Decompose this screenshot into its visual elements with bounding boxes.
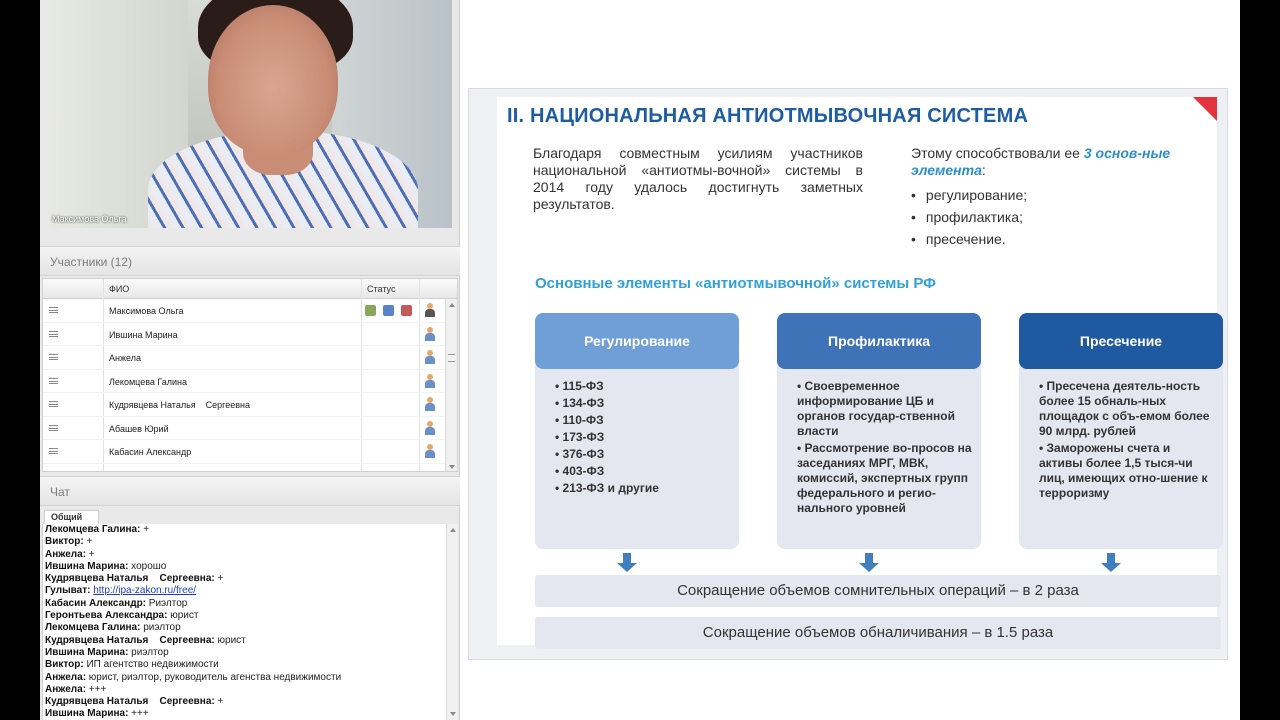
chat-author: Кудрявцева Наталья Сергеевна: <box>45 573 215 585</box>
chat-author: Анжела: <box>45 548 87 560</box>
participant-name: Лекомцева Галина <box>109 376 188 387</box>
user-icon[interactable] <box>425 374 435 388</box>
chat-message <box>43 635 458 647</box>
participant-row[interactable] <box>43 417 457 441</box>
user-icon[interactable] <box>425 350 435 364</box>
slide-intro-text: Благодаря совместным усилиям участников национальной «антиотмы-вочной» системы в 2014 году удалось достигнуть заметных результатов. <box>533 145 863 212</box>
participant-row[interactable] <box>43 440 457 464</box>
column-prevention-list <box>797 379 973 518</box>
down-arrow-icon <box>616 553 638 573</box>
column-item: • 376-ФЗ <box>555 447 605 461</box>
chat-text: юрист, риэлтор, руководитель агенства недвижимости <box>86 671 342 683</box>
slide-corner-decoration <box>1193 97 1217 121</box>
user-icon[interactable] <box>425 327 435 341</box>
chat-text: риэлтор <box>140 622 181 634</box>
chat-author: Ившина Марина: <box>45 646 129 658</box>
participant-row[interactable] <box>43 370 457 394</box>
column-suppression <box>1019 313 1223 549</box>
result-cash-out: Сокращение объемов обналичивания – в 1.5 раза <box>535 617 1221 649</box>
chat-title: Чат <box>50 485 70 499</box>
chat-author: Ившина Марина: <box>45 708 129 720</box>
column-regulation-title: Регулирование <box>535 313 739 369</box>
chat-message <box>43 684 458 696</box>
chat-author: Анжела: <box>45 671 87 683</box>
participant-name: Кабасин Александр <box>109 447 192 457</box>
chat-message <box>43 696 458 708</box>
chat-tab-general[interactable]: Общий <box>44 510 99 524</box>
chat-text: ИП агентство недвижимости <box>83 659 219 671</box>
column-item: • Своевременное информирование ЦБ и органов государ-ственной власти <box>797 379 955 438</box>
down-arrow-icon <box>858 553 880 573</box>
column-regulation <box>535 313 739 549</box>
row-menu-icon[interactable] <box>49 354 58 360</box>
chat-author: Кабасин Александр: <box>45 597 147 609</box>
chat-author: Виктор: <box>45 536 84 548</box>
chat-message-list <box>43 524 458 720</box>
scroll-down-arrow-icon[interactable] <box>449 465 455 469</box>
participants-table <box>42 278 458 472</box>
scroll-up-arrow-icon[interactable] <box>449 303 455 307</box>
user-icon[interactable] <box>425 303 435 317</box>
chat-author: Кудрявцева Наталья Сергеевна: <box>45 696 215 708</box>
left-panel <box>40 0 460 720</box>
chat-scrollbar[interactable] <box>446 524 458 720</box>
scroll-down-arrow-icon[interactable] <box>450 712 456 716</box>
chat-text: + <box>83 536 93 548</box>
chat-text: +++ <box>86 683 107 695</box>
webcam-status-icon[interactable] <box>365 305 376 316</box>
bullet-regulation: • регулирование; <box>911 187 1027 203</box>
column-item: • 115-ФЗ <box>555 379 604 393</box>
participants-header[interactable] <box>40 246 460 276</box>
participant-name: Максимова Ольга <box>109 306 184 316</box>
column-item: • 403-ФЗ <box>555 464 605 478</box>
letterbox-right <box>1240 0 1280 720</box>
chat-message <box>43 622 458 634</box>
webinar-app <box>40 0 1240 720</box>
chat-author: Лекомцева Галина: <box>45 524 141 535</box>
chat-author: Ившина Марина: <box>45 560 129 572</box>
presentation-slide <box>468 88 1228 660</box>
chat-messages <box>42 524 458 720</box>
result-suspicious-operations: Сокращение объемов сомнительных операций – в 2 раза <box>535 575 1221 607</box>
row-menu-icon[interactable] <box>49 307 58 313</box>
elements-emphasis: 3 основ-ные элемента <box>911 145 1171 178</box>
elements-colon: : <box>981 162 986 178</box>
row-menu-icon[interactable] <box>49 378 58 384</box>
elements-lead-text: Этому способствовали ее <box>911 145 1084 161</box>
chat-text: + <box>86 548 95 560</box>
slide-content <box>497 97 1217 645</box>
chat-tabbar <box>42 508 458 524</box>
column-prevention-title: Профилактика <box>777 313 981 369</box>
user-icon[interactable] <box>425 397 435 411</box>
user-icon[interactable] <box>425 444 435 458</box>
chat-message <box>43 610 458 622</box>
chat-author: Анжела: <box>45 683 87 695</box>
row-menu-icon[interactable] <box>49 331 58 337</box>
presentation-area <box>460 0 1240 720</box>
video-feed[interactable] <box>48 0 452 228</box>
chat-message <box>43 549 458 561</box>
chat-author: Геронтьева Александра: <box>45 610 168 622</box>
chat-text: риэлтор <box>128 646 169 658</box>
chat-message <box>43 585 458 597</box>
column-regulation-list <box>555 379 731 498</box>
column-item: • 110-ФЗ <box>555 413 604 427</box>
chat-author: Кудрявцева Наталья Сергеевна: <box>45 634 215 646</box>
row-menu-icon[interactable] <box>49 448 58 454</box>
chat-message <box>43 536 458 548</box>
chat-author: Гулыват: <box>45 585 91 597</box>
slide-title: II. НАЦИОНАЛЬНАЯ АНТИОТМЫВОЧНАЯ СИСТЕМА <box>507 105 1029 127</box>
participant-row[interactable] <box>43 393 457 417</box>
column-item: • Рассмотрение во-просов на заседаниях МРГ, МВК, комиссий, экспертных групп федерального и регио-нального уровней <box>797 441 972 515</box>
slide-subtitle: Основные элементы «антиотмывочной» системы РФ <box>535 275 936 292</box>
participant-name: Анжела <box>109 353 141 363</box>
chat-link[interactable]: http://ipa-zakon.ru/free/ <box>93 585 197 597</box>
chat-text: Риэлтор <box>146 597 188 609</box>
chat-message <box>43 573 458 585</box>
column-suppression-title: Пресечение <box>1019 313 1223 369</box>
video-participant-name: Максимова Ольга <box>52 214 127 224</box>
chat-message <box>43 561 458 573</box>
user-icon[interactable] <box>425 421 435 435</box>
participant-name: Абашев Юрий <box>109 423 169 434</box>
column-prevention <box>777 313 981 549</box>
column-item: • 173-ФЗ <box>555 430 605 444</box>
chat-header[interactable] <box>40 476 460 506</box>
chat-message <box>43 524 458 536</box>
column-item: • 134-ФЗ <box>555 396 605 410</box>
chat-text: хорошо <box>128 560 167 572</box>
chat-message <box>43 672 458 684</box>
bullet-prevention: • профилактика; <box>911 209 1023 225</box>
slide-elements-lead <box>911 145 1211 179</box>
chat-author: Виктор: <box>45 659 84 671</box>
row-menu-icon[interactable] <box>49 425 58 431</box>
scroll-up-arrow-icon[interactable] <box>450 528 456 532</box>
chat-message <box>43 659 458 671</box>
participants-rows <box>43 299 457 464</box>
chat-text: + <box>140 524 150 535</box>
chat-text: юрист <box>167 610 199 622</box>
column-header-name[interactable]: ФИО <box>109 284 130 294</box>
row-menu-icon[interactable] <box>49 401 58 407</box>
chat-text: + <box>214 696 224 708</box>
microphone-status-icon[interactable] <box>383 305 394 316</box>
participants-table-header <box>43 279 457 299</box>
chat-message <box>43 708 458 720</box>
participant-row[interactable] <box>43 299 457 323</box>
presenter-face <box>208 5 338 155</box>
down-arrow-icon <box>1100 553 1122 573</box>
participant-row[interactable] <box>43 323 457 347</box>
participant-row[interactable] <box>43 346 457 370</box>
participant-name: Кудрявцева Наталья Сергеевна <box>109 400 251 410</box>
presentation-status-icon[interactable] <box>401 305 412 316</box>
column-item: • Заморожены счета и активы более 1,5 тыся-чи лиц, имеющих отно-шение к терроризму <box>1039 441 1208 500</box>
chat-text: +++ <box>128 708 149 720</box>
participants-title: Участники (12) <box>50 255 133 269</box>
chat-message <box>43 598 458 610</box>
chat-author: Лекомцева Галина: <box>45 622 141 634</box>
chat-message <box>43 647 458 659</box>
column-header-status[interactable]: Статус <box>367 284 396 294</box>
participant-name: Ившина Марина <box>109 329 178 340</box>
column-suppression-list <box>1039 379 1215 503</box>
bullet-suppression: • пресечение. <box>911 231 1006 247</box>
scroll-grip-icon[interactable] <box>448 354 455 362</box>
column-item: • Пресечена деятель-ность более 15 обналь-ных площадок с объ-емом более 90 млрд. рублей <box>1039 379 1210 438</box>
column-item: • 213-ФЗ и другие <box>555 481 659 495</box>
chat-text: юрист <box>214 634 246 646</box>
chat-text: + <box>214 573 224 585</box>
participants-scrollbar[interactable] <box>445 299 457 472</box>
